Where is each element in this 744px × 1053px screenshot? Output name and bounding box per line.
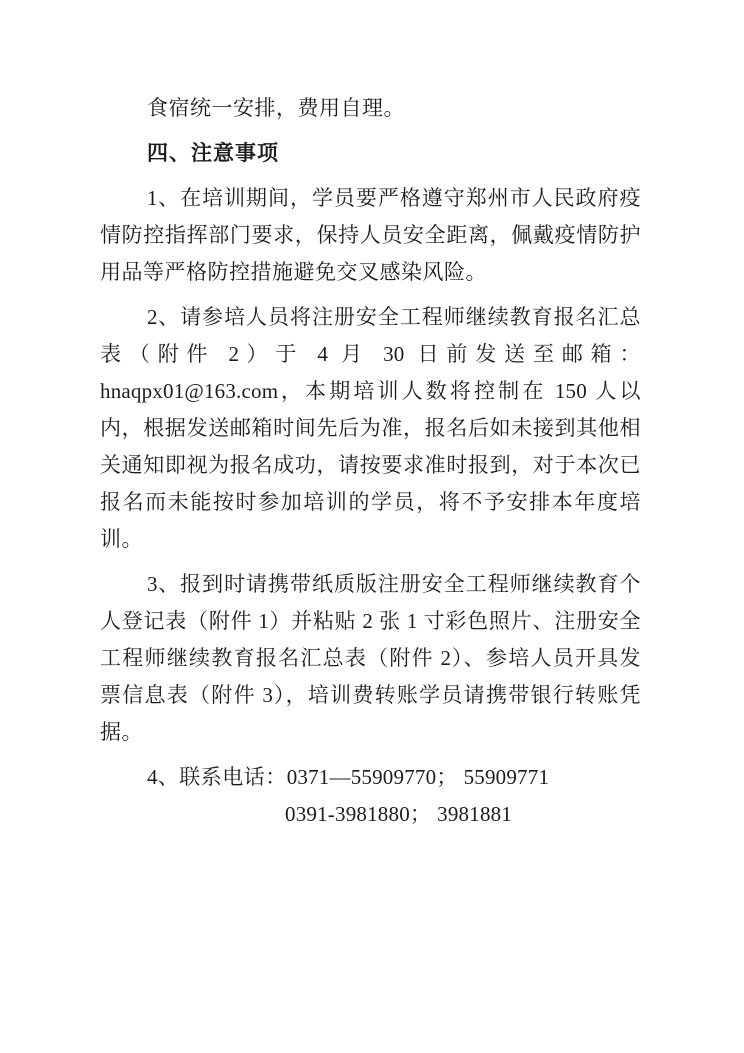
section-heading: 四、注意事项: [147, 141, 279, 165]
carryover-paragraph: 食宿统一安排，费用自理。: [147, 96, 405, 120]
notice-item-3: 3、报到时请携带纸质版注册安全工程师继续教育个人登记表（附件 1）并粘贴 2 张 1 寸彩色照片、注册安全工程师继续教育报名汇总表（附件 2）、参培人员开具发票信息表（附件 3），培训费转账学员请携带银行转账凭据。: [100, 572, 642, 744]
notice-item-4-contact-phone: 4、联系电话：0371—55909770； 55909771: [147, 765, 550, 789]
notice-item-1: 1、在培训期间，学员要严格遵守郑州市人民政府疫情防控指挥部门要求，保持人员安全距离，佩戴疫情防护用品等严格防控措施避免交叉感染风险。: [100, 186, 641, 284]
document-page: [100, 90, 641, 833]
notice-item-2: 2、请参培人员将注册安全工程师继续教育报名汇总表（附件 2）于 4 月 30 日前发送至邮箱： hnaqpx01@163.com，本期培训人数将控制在 150 人以内，根据发送邮箱时间先后为准，报名后如未接到其他相关通知即视为报名成功，请按要求准时报到，对于本次已报名而未能按时参加培训的学员，将不予安排本年度培训。: [100, 305, 642, 551]
contact-phone-line-2: 0391-3981880； 3981881: [285, 802, 513, 826]
